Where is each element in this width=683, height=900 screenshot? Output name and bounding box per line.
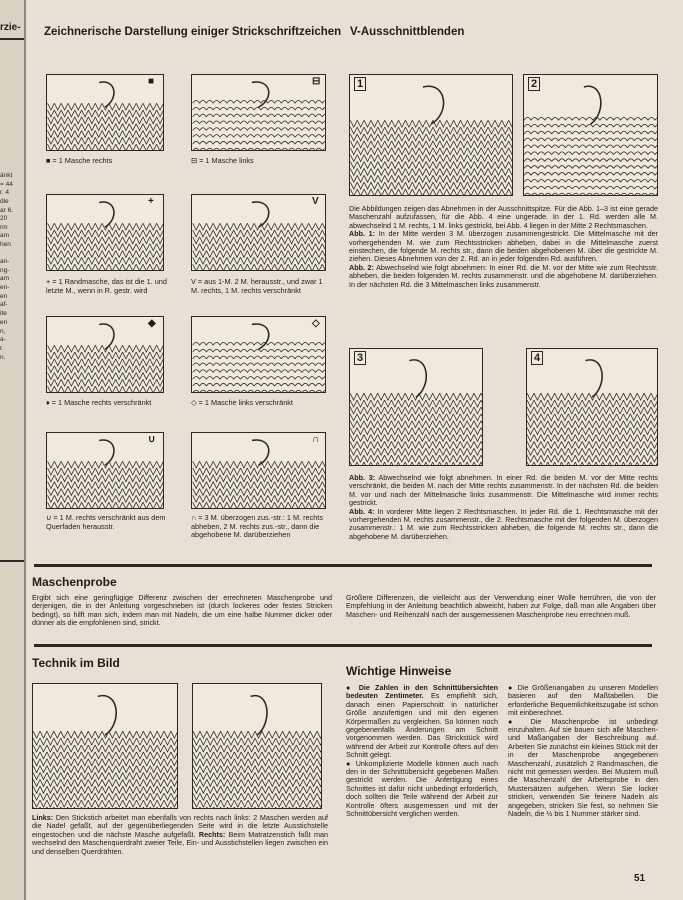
caption-increase: V = aus 1-M. 2 M. herausstr., und zwar 1 M. rechts, 1 M. rechts verschränkt	[191, 277, 323, 295]
knit-illustration-decrease	[191, 432, 326, 509]
edge-stitch-drawing	[47, 195, 163, 270]
technik-label-left: Links:	[32, 813, 54, 822]
knit-fabric-drawing	[47, 75, 163, 150]
hinweise-c2-b: ● Die Maschenprobe ist unbedingt einzuhalten. Auf sie bauen sich alle Maschen- und Maßangaben der Beschreibung auf. Arbeiten Sie zunächst ein kleines Stück mit der in der Maschenprobe angegebenen Maschenzahl, zusätzlich 2 Randmaschen, die nicht mit gemessen werden. Bei Mustern muß die Maschenzahl der Arbeitsprobe in den Mustersätzen aufgehen. Wenn Sie locker stricken, verwenden Sie feinere Nadeln als angegeben, stricken Sie fest, so nehmen Sie Nadeln, die ½ bis 1 Nummer stärker sind.	[508, 716, 658, 819]
left-strip-rule-2	[0, 560, 26, 562]
left-strip-rule	[0, 38, 26, 40]
left-strip-fragment: an-	[0, 258, 10, 265]
technik-text-right: Beim Matratzenstich faßt man wechselnd den Maschenquerdraht zweier Teile, Ein- und Ausstichstellen liegen zwischen ein und denselben Querdrähten.	[32, 829, 328, 856]
caption-knit-right: ■ = 1 Masche rechts	[46, 156, 113, 165]
mattress-stitch-drawing	[193, 684, 321, 808]
left-strip-fragment: am	[0, 232, 10, 239]
left-strip-fragment: dle	[0, 198, 9, 205]
v-neck-figure-2	[523, 74, 658, 196]
left-strip-header: rzie-	[0, 22, 21, 33]
left-strip-fragment: änkt	[0, 172, 13, 179]
knit-illustration-increase	[191, 194, 326, 271]
decrease-drawing	[192, 433, 325, 508]
increase-drawing	[192, 195, 325, 270]
v-neck-drawing-4	[527, 349, 657, 465]
left-strip-fragment: r.	[0, 345, 4, 352]
abb4-text: In vorderer Mitte liegen 2 Rechtsmaschen. In jeder Rd. die 1. Rechtsmasche mit der vorhergehenden M. rechts zusammenstr., die 2. Rechtsmasche mit der folgenden M. überzogen zusammenstr.: 1 M. wie zum Rechtsstricken abheben, die folgende M. rechts str., dann die abgehobene M. darüberziehen.	[349, 506, 659, 541]
left-strip-fragment: en	[0, 319, 8, 326]
caption-edge-stitch: + = 1 Randmasche, das ist die 1. und letzte M., wenn in R. gestr. wird	[46, 277, 167, 295]
technik-title: Technik im Bild	[32, 656, 120, 670]
left-strip-fragment: n,	[0, 328, 6, 335]
crossbar-drawing	[47, 433, 163, 508]
knit-illustration-twisted-right	[46, 316, 164, 393]
symbol-increase: V	[312, 196, 319, 207]
symbol-decrease: ∩	[312, 434, 320, 445]
symbol-knit-left: ⊟	[312, 76, 321, 87]
left-strip-fragment: en	[0, 293, 8, 300]
figure-number-3: 3	[354, 351, 366, 365]
technik-illustration-left	[32, 683, 178, 809]
left-strip-fragment: 20	[0, 215, 8, 222]
maschenprobe-col1: Ergibt sich eine geringfügige Differenz zwischen der errechneten Maschenprobe und derjenigen, die in der Anleitung vorgeschrieben ist (durch lockeres oder festes Stricken bedingt), so hilft man sich, indem man mit Nadeln, die um eine halbe Nummer dicker oder dünner als die empfohlenen sind, strickt.	[32, 593, 332, 628]
twisted-left-drawing	[192, 317, 325, 392]
twisted-right-drawing	[47, 317, 163, 392]
left-strip-fragment: af-	[0, 301, 8, 308]
knit-illustration-edge-stitch	[46, 194, 164, 271]
left-strip-fragment: rm	[0, 224, 8, 231]
caption-decrease: ∩ = 3 M. überzogen zus.-str.: 1 M. rechts abheben, 2 M. rechts zus.-str., dann die abgehobene M. darüberziehen	[191, 513, 323, 540]
v-neck-section-title: V-Ausschnittblenden	[350, 26, 465, 38]
abb1-label: Abb. 1:	[349, 229, 376, 239]
left-strip-fragment: am	[0, 275, 10, 282]
technik-illustration-right	[192, 683, 322, 809]
v-neck-intro: Die Abbildungen zeigen das Abnehmen in der Ausschnittspitze. Für die Abb. 1–3 ist eine gerade Maschenzahl aufzufassen, für die Abb. 4 eine ungerade. In der 1. Rd. werden alle M. abwechselnd 1 M. rechts, 1 M. links gestrickt, bei Abb. 4 liegen in der Mitte 2 Rechtsmaschen.	[349, 204, 658, 230]
caption-twisted-right: ♦ = 1 Masche rechts verschränkt	[46, 398, 152, 407]
v-neck-text-upper	[349, 205, 658, 289]
previous-page-edge	[0, 0, 26, 900]
abb2-label: Abb. 2:	[349, 262, 374, 272]
hinweise-title: Wichtige Hinweise	[346, 664, 452, 678]
left-strip-fragment: n.	[0, 354, 6, 361]
section-rule-technik	[34, 644, 652, 647]
technik-text-left: Den Stickstich arbeitet man ebenfalls von rechts nach links: 2 Maschen werden auf die Nadel gefaßt, auf der gegenüberliegenden Seite wird in die letzte Ausstichstelle eingestochen und die nächste Masche aufgefaßt.	[32, 813, 328, 839]
left-strip-fragment: en-	[0, 284, 10, 291]
abb2-text: Abwechselnd wie folgt abnehmen: In einer Rd. die M. vor der Mitte wie zum Rechtsstr. abheben, die beiden folgenden M. rechts zusammenstr. und die abgehobene M. darüberziehen. In der nächsten Rd. die 3 Mittelmaschen links zusammenstr.	[349, 262, 658, 289]
left-strip-fragment: ng-	[0, 267, 10, 274]
symbol-twisted-right: ◆	[148, 318, 156, 329]
caption-twisted-left: ◇ = 1 Masche links verschränkt	[191, 398, 293, 407]
symbol-twisted-left: ◇	[312, 318, 320, 329]
technik-label-right: Rechts:	[198, 829, 226, 839]
maschenprobe-title: Maschenprobe	[32, 575, 117, 589]
v-neck-drawing-2	[524, 75, 657, 195]
technik-text	[32, 814, 328, 856]
v-neck-text-lower	[349, 474, 658, 541]
magazine-page	[26, 0, 683, 900]
left-strip-fragment: ar 6.	[0, 207, 14, 214]
figure-number-2: 2	[528, 77, 540, 91]
symbol-crossbar: ∪	[148, 434, 156, 445]
left-strip-fragment: hen	[0, 241, 11, 248]
caption-knit-left: ⊟ = 1 Masche links	[191, 156, 254, 165]
section-rule-maschenprobe	[34, 564, 652, 567]
hinweise-c1-b: ● Unkomplizierte Modelle können auch nach den in der Schnittübersicht gegebenen Maßen gestrickt werden. Die Anfertigung eines Schnittes ist dafür nicht unbedingt erforderlich, doch sollten die Teile während der Arbeit zur Kontrolle öfters ausgemessen und mit der Schnittübersicht verglichen werden.	[346, 758, 498, 819]
abb3-label: Abb. 3:	[349, 473, 376, 482]
caption-crossbar: ∪ = 1 M. rechts verschränkt aus dem Querfaden herausstr.	[46, 513, 166, 531]
hinweise-col2	[508, 684, 658, 819]
symbol-edge-stitch: +	[148, 196, 154, 207]
hinweise-col1	[346, 684, 498, 819]
hinweise-lead: ● Die Zahlen in den Schnittübersichten bedeuten Zentimeter.	[346, 683, 498, 701]
left-strip-fragment: ite	[0, 310, 7, 317]
v-neck-figure-1	[349, 74, 513, 196]
purl-fabric-drawing	[192, 75, 325, 150]
v-neck-figure-4	[526, 348, 658, 466]
figure-number-4: 4	[531, 351, 543, 365]
knit-illustration-left-stitch	[191, 74, 326, 151]
abb3-text: Abwechselnd wie folgt abnehmen. In einer Rd. die beiden M. vor der Mitte rechts verschränkt, die beiden M. nach der Mitte rechts zusammenstr. In der nächsten Rd. die beiden M. vor und nach der Mittelmasche links zusammenstr. Die Mittelmasche wird immer rechts gestrickt.	[349, 473, 658, 508]
page-number: 51	[634, 873, 646, 884]
abb4-label: Abb. 4:	[349, 506, 375, 516]
knit-illustration-twisted-left	[191, 316, 326, 393]
abb1-text: In der Mitte werden 3 M. überzogen zusammengestrickt. Die Mittelmasche mit der vorhergehenden M. wie zum Rechtsstricken abheben, dabei in die Mittelmasche zuerst einstechen, die folgende M. rechts str., dann die beiden abgehobenen M. über die gestrickte M. ziehen. Dieses Abnehmen von der 2. Rd. an in jeder folgenden Rd. ausführen.	[349, 229, 659, 264]
v-neck-figure-3	[349, 348, 483, 466]
symbols-section-title: Zeichnerische Darstellung einiger Strickschriftzeichen	[44, 26, 342, 38]
left-strip-fragment: r. 4	[0, 189, 10, 196]
knit-illustration-crossbar	[46, 432, 164, 509]
hinweise-c1-a: Es empfiehlt sich, danach einen Papierschnitt in natürlicher Größe anzufertigen und mit den eigenen Körpermaßen zu vergleichen. So können noch gegebenenfalls Änderungen am Schnitt vorgenommen werden. Das Strickstück wird während der Arbeit zur Kontrolle öfters auf den Schnitt gelegt.	[346, 691, 498, 760]
maschenprobe-col2: Größere Differenzen, die vielleicht aus der Verwendung einer Wolle herrühren, die von der Empfehlung in der Anleitung beachtlich abweicht, haben zur Folge, daß man alle Angaben über Maschen- und Reihenzahl nach der ausgemessenen Maschenprobe neu errechnen muß.	[346, 593, 656, 619]
knit-illustration-right-stitch	[46, 74, 164, 151]
hinweise-c2-a: ● Die Größenangaben zu unseren Modellen basieren auf den Maßtabellen. Die erforderliche Bequemlichkeitszugabe ist schon mit einberechnet.	[508, 683, 658, 718]
left-strip-fragment: = 44	[0, 181, 13, 188]
v-neck-drawing-1	[350, 75, 512, 195]
stitch-technique-drawing-left	[33, 684, 177, 808]
left-strip-fragment: a-	[0, 336, 6, 343]
figure-number-1: 1	[354, 77, 366, 91]
v-neck-drawing-3	[350, 349, 482, 465]
symbol-knit-right: ■	[148, 76, 155, 87]
